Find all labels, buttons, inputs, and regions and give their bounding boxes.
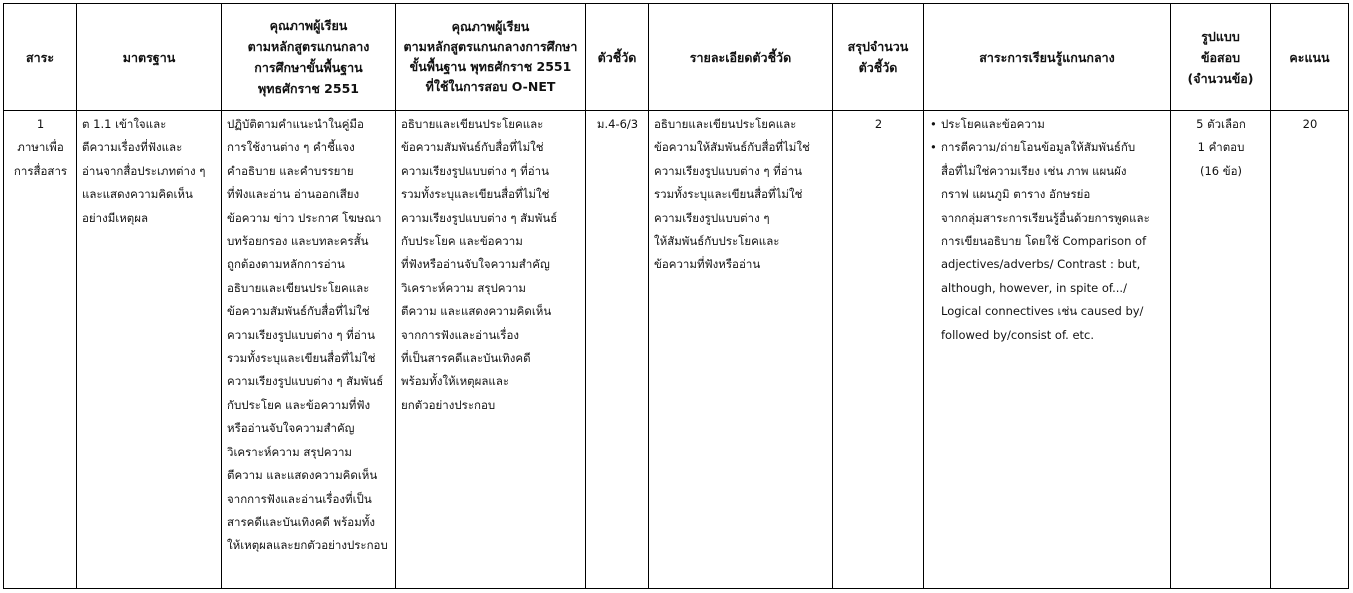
text-line: คุณภาพผู้เรียน — [269, 18, 348, 33]
header-quality-onet — [396, 4, 586, 111]
cell-indicator-detail — [649, 111, 833, 589]
list-item — [929, 113, 1166, 136]
text-line: กับประโยค และข้อความ — [401, 234, 523, 249]
text-line: สรุปจำนวน — [847, 39, 909, 54]
text-line: รวมทั้งระบุและเขียนสื่อที่ไม่ใช่ — [227, 351, 376, 366]
text-line: สื่อที่ไม่ใช่ความเรียง เช่น ภาพ แผนผัง — [941, 163, 1127, 178]
text-line: ความเรียงรูปแบบต่าง ๆ สัมพันธ์ — [401, 210, 558, 225]
curriculum-table — [3, 3, 1349, 589]
text-line: ข้อความ ข่าว ประกาศ โฆษณา — [227, 210, 382, 225]
text-line: ให้เหตุผลและยกตัวอย่างประกอบ — [227, 538, 388, 553]
text-line: followed by/consist of. etc. — [941, 327, 1095, 342]
cell-quality-onet — [396, 111, 586, 589]
text-line: ภาษาเพื่อ — [17, 140, 64, 155]
header-test-format — [1171, 4, 1271, 111]
text-line: รูปแบบ — [1201, 28, 1240, 44]
text-line: บทร้อยกรอง และบทละครสั้น — [227, 234, 369, 249]
text-line: อธิบายและเขียนประโยคและ — [227, 280, 370, 295]
text-line: อย่างมีเหตุผล — [82, 210, 149, 225]
text-line: พร้อมทั้งให้เหตุผลและ — [401, 374, 510, 389]
text-line: 1 คำตอบ — [1197, 140, 1245, 155]
text-line: ยกตัวอย่างประกอบ — [401, 397, 496, 412]
text-line: การศึกษาขั้นพื้นฐาน — [254, 60, 363, 75]
text-line: ความเรียงรูปแบบต่าง ๆ สัมพันธ์ — [227, 374, 384, 389]
text-line: อธิบายและเขียนประโยคและ — [654, 117, 797, 131]
text-line: วิเคราะห์ความ สรุปความ — [401, 280, 527, 295]
header-quality-core — [222, 4, 396, 111]
text-line: และแสดงความคิดเห็น — [82, 187, 193, 202]
text-line: ที่ฟังและอ่าน อ่านออกเสียง — [227, 187, 360, 202]
text-line: ข้อความให้สัมพันธ์กับสื่อที่ไม่ใช่ — [654, 140, 810, 155]
table-header-row — [4, 4, 1349, 111]
header-indicator-detail: รายละเอียดตัวชี้วัด — [649, 4, 833, 111]
text-line: วิเคราะห์ความ สรุปความ — [227, 444, 353, 459]
text-line: ความเรียงรูปแบบต่าง ๆ ที่อ่าน — [227, 327, 375, 342]
text-line: ตัวชี้วัด — [858, 60, 898, 75]
text-line: ตีความ และแสดงความคิดเห็น — [401, 304, 552, 319]
text-line: คุณภาพผู้เรียน — [451, 19, 530, 34]
header-indicator-count — [833, 4, 924, 111]
text-line: ต 1.1 เข้าใจและ — [82, 117, 167, 131]
text-line: กับประโยค และข้อความที่ฟัง — [227, 397, 371, 412]
text-line: ข้อความที่ฟังหรืออ่าน — [654, 257, 761, 272]
header-indicator: ตัวชี้วัด — [586, 4, 649, 111]
text-line: การสื่อสาร — [13, 163, 68, 178]
text-line: ที่เป็นสารคดีและบันเทิงคดี — [401, 351, 531, 366]
text-line: • การตีความ/ถ่ายโอนข้อมูลให้สัมพันธ์กับ — [941, 140, 1136, 155]
text-line: 5 ตัวเลือก — [1196, 117, 1246, 131]
core-content-list — [929, 113, 1166, 347]
text-line: Logical connectives เช่น caused by/ — [941, 304, 1144, 319]
text-line: การเขียนอธิบาย โดยใช้ Comparison of — [941, 234, 1147, 249]
text-line: ให้สัมพันธ์กับประโยคและ — [654, 234, 780, 249]
header-core-content: สาระการเรียนรู้แกนกลาง — [924, 4, 1171, 111]
list-item — [929, 136, 1166, 347]
cell-indicator-count: 2 — [833, 111, 924, 589]
text-line: หรืออ่านจับใจความสำคัญ — [227, 421, 355, 436]
cell-core-content — [924, 111, 1171, 589]
header-score: คะแนน — [1271, 4, 1349, 111]
cell-test-format — [1171, 111, 1271, 589]
text-line: ถูกต้องตามหลักการอ่าน — [227, 257, 345, 272]
cell-standard — [77, 111, 222, 589]
text-line: รวมทั้งระบุและเขียนสื่อที่ไม่ใช่ — [401, 187, 550, 202]
text-line: กราฟ แผนภูมิ ตาราง อักษรย่อ — [941, 187, 1091, 202]
text-line: ข้อความสัมพันธ์กับสื่อที่ไม่ใช่ — [401, 140, 544, 155]
text-line: 1 — [36, 117, 45, 131]
text-line: ตีความเรื่องที่ฟังและ — [82, 140, 183, 155]
text-line: ความเรียงรูปแบบต่าง ๆ — [654, 210, 770, 225]
text-line: สารคดีและบันเทิงคดี พร้อมทั้ง — [227, 514, 375, 529]
text-line: ที่ใช้ในการสอบ O-NET — [425, 79, 556, 94]
text-line: although, however, in spite of.../ — [941, 280, 1127, 295]
text-line: จากการฟังและอ่านเรื่องที่เป็น — [227, 491, 372, 506]
text-line: รวมทั้งระบุและเขียนสื่อที่ไม่ใช่ — [654, 187, 803, 202]
cell-subject — [4, 111, 77, 589]
text-line: อธิบายและเขียนประโยคและ — [401, 117, 544, 131]
text-line: ข้อความสัมพันธ์กับสื่อที่ไม่ใช่ — [227, 304, 370, 319]
text-line: การใช้งานต่าง ๆ คำชี้แจง — [227, 140, 355, 155]
text-line: ข้อสอบ — [1200, 49, 1241, 65]
text-line: (16 ข้อ) — [1199, 163, 1243, 178]
text-line: จากกลุ่มสาระการเรียนรู้อื่นด้วยการพูดและ — [941, 210, 1150, 225]
text-line: ตามหลักสูตรแกนกลางการศึกษา — [403, 39, 578, 54]
cell-quality-core — [222, 111, 396, 589]
cell-score: 20 — [1271, 111, 1349, 589]
text-line: ความเรียงรูปแบบต่าง ๆ ที่อ่าน — [654, 163, 802, 178]
text-line: อ่านจากสื่อประเภทต่าง ๆ — [82, 163, 206, 178]
text-line: ปฏิบัติตามคำแนะนำในคู่มือ — [227, 117, 364, 131]
text-line: ขั้นพื้นฐาน พุทธศักราช 2551 — [409, 59, 572, 74]
cell-indicator: ม.4-6/3 — [586, 111, 649, 589]
text-line: adjectives/adverbs/ Contrast : but, — [941, 257, 1141, 272]
table-row — [4, 111, 1349, 589]
text-line: ความเรียงรูปแบบต่าง ๆ ที่อ่าน — [401, 163, 549, 178]
text-line: ที่ฟังหรืออ่านจับใจความสำคัญ — [401, 257, 550, 272]
text-line: (จำนวนข้อ) — [1187, 70, 1254, 86]
text-line: ตามหลักสูตรแกนกลาง — [247, 39, 370, 54]
text-line: พุทธศักราช 2551 — [258, 81, 359, 96]
text-line: ตีความ และแสดงความคิดเห็น — [227, 468, 378, 483]
text-line: จากการฟังและอ่านเรื่อง — [401, 327, 520, 342]
text-line: • ประโยคและข้อความ — [941, 117, 1045, 131]
text-line: คำอธิบาย และคำบรรยาย — [227, 163, 354, 178]
header-subject: สาระ — [4, 4, 77, 111]
header-standard: มาตรฐาน — [77, 4, 222, 111]
